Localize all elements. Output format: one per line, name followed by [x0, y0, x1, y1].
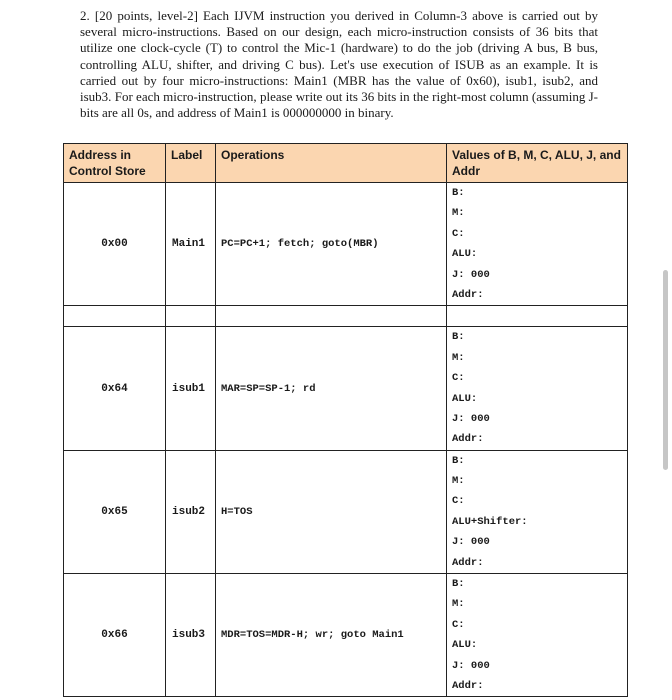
- operations-cell: MAR=SP=SP-1; rd: [216, 327, 447, 450]
- label-cell: Main1: [166, 183, 216, 306]
- blank-cell: [216, 306, 447, 327]
- value-m: M:: [452, 207, 465, 220]
- value-j: J: 000: [452, 659, 490, 672]
- value-m: M:: [452, 598, 465, 611]
- value-c: C:: [452, 227, 465, 240]
- value-alu: ALU:: [452, 639, 478, 652]
- value-m: M:: [452, 351, 465, 364]
- question-text: 2. [20 points, level-2] Each IJVM instruction you derived in Column-3 above is carried out by several micro-instructions. Based on our design, each micro-instruction consists of 36 bits that utilize one clock-cycle (T) to control the Mic-1 (hardware) to do the job (driving A bus, B bus, controlling ALU, shifter, and driving C bus). Let's use execution of ISUB as an example. It is carried out by four micro-instructions: Main1 (MBR has the value of 0x60), isub1, isub2, and isub3. For each micro-instruction, please write out its 36 bits in the right-most column (assuming J-bits are all 0s, and address of Main1 is 000000000 in binary.: [80, 8, 598, 121]
- blank-cell: [64, 306, 166, 327]
- value-b: B:: [452, 331, 465, 344]
- header-values: Values of B, M, C, ALU, J, and Addr: [447, 144, 628, 183]
- value-j: J: 000: [452, 412, 490, 425]
- value-alu: ALU:: [452, 248, 478, 261]
- control-store-table: [63, 143, 628, 697]
- value-addr: Addr:: [452, 288, 484, 301]
- value-b: B:: [452, 454, 465, 467]
- value-alu: ALU:: [452, 392, 478, 405]
- value-b: B:: [452, 578, 465, 591]
- address-cell: 0x64: [64, 327, 166, 450]
- value-m: M:: [452, 475, 465, 488]
- values-cell[interactable]: [447, 327, 628, 450]
- value-addr: Addr:: [452, 433, 484, 446]
- value-addr: Addr:: [452, 556, 484, 569]
- values-cell[interactable]: [447, 450, 628, 573]
- address-cell: 0x65: [64, 450, 166, 573]
- operations-cell: PC=PC+1; fetch; goto(MBR): [216, 183, 447, 306]
- values-cell[interactable]: [447, 183, 628, 306]
- value-j: J: 000: [452, 268, 490, 281]
- value-c: C:: [452, 372, 465, 385]
- address-cell: 0x66: [64, 574, 166, 697]
- address-cell: 0x00: [64, 183, 166, 306]
- value-alu-shifter: ALU+Shifter:: [452, 515, 528, 528]
- label-cell: isub1: [166, 327, 216, 450]
- value-c: C:: [452, 618, 465, 631]
- operations-cell: MDR=TOS=MDR-H; wr; goto Main1: [216, 574, 447, 697]
- label-cell: isub3: [166, 574, 216, 697]
- blank-cell: [447, 306, 628, 327]
- vertical-scrollbar[interactable]: [663, 270, 668, 470]
- label-cell: isub2: [166, 450, 216, 573]
- value-b: B:: [452, 187, 465, 199]
- table-row: [64, 450, 628, 573]
- blank-cell: [166, 306, 216, 327]
- value-c: C:: [452, 495, 465, 508]
- value-j: J: 000: [452, 536, 490, 549]
- operations-cell: H=TOS: [216, 450, 447, 573]
- table-header-row: [64, 144, 628, 183]
- header-operations: Operations: [216, 144, 447, 183]
- value-addr: Addr:: [452, 679, 484, 692]
- table-row: [64, 574, 628, 697]
- values-cell[interactable]: [447, 574, 628, 697]
- header-label: Label: [166, 144, 216, 183]
- blank-row: [64, 306, 628, 327]
- header-address: Address in Control Store: [64, 144, 166, 183]
- table-row: [64, 327, 628, 450]
- table-row: [64, 183, 628, 306]
